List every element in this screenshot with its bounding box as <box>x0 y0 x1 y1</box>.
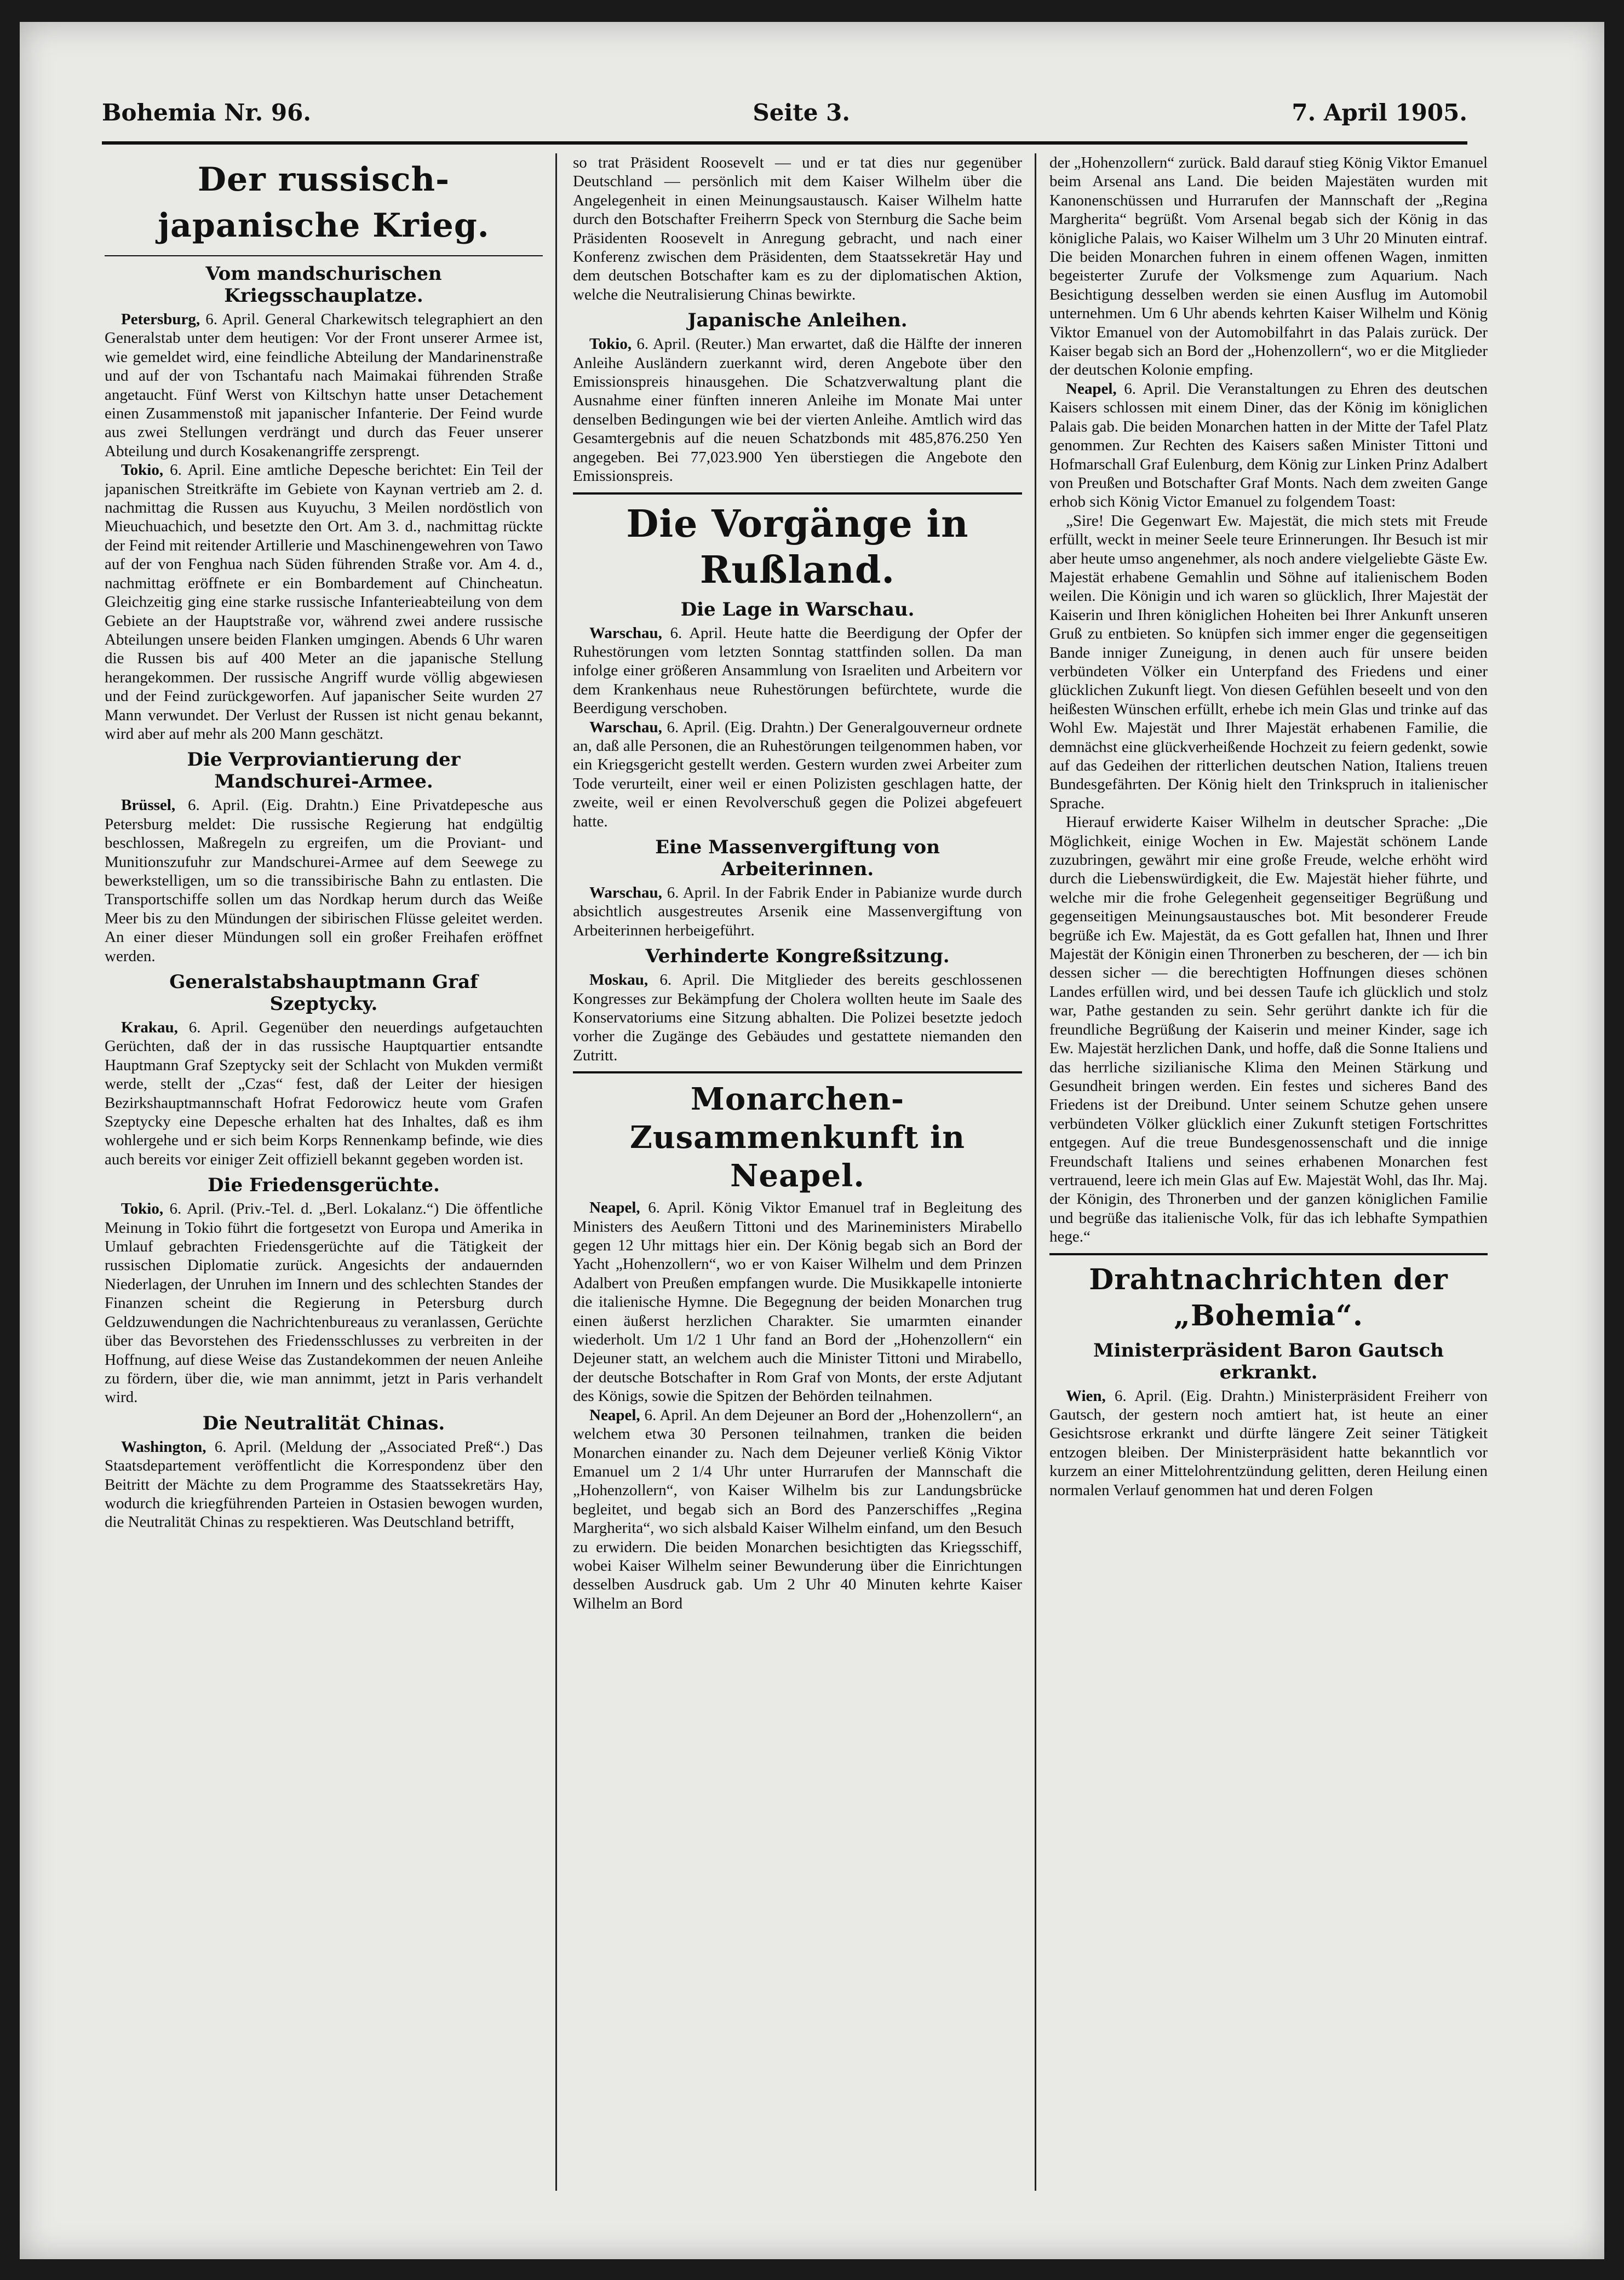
headline-war: Der russisch-japanische Krieg. <box>158 160 490 245</box>
article-paragraph: Krakau, 6. April. Gegenüber den neuerdings aufgetauchten Gerüchten, daß der in das russische Hauptquartier entsandte Hauptmann Graf Szeptycky seit der Schlacht von Mukden vermißt werde, stellt der „Czas“ fest, daß der Leiter der hiesigen Bezirkshauptmannschaft Hofrat Fedorowicz heute vom Grafen Szeptycky eine Depesche erhalten hat des Inhaltes, daß es ihm wohlergehe und er sich beim Korps Rennenkamp befinde, wie dies auch bereits vor einiger Zeit offiziell bekannt gegeben worden ist. <box>105 1019 543 1168</box>
column-divider <box>1035 153 1036 2191</box>
newspaper-page <box>20 22 1604 2259</box>
header-issue: Bohemia Nr. 96. <box>102 99 311 126</box>
header-rule <box>102 141 1467 145</box>
article-paragraph: „Sire! Die Gegenwart Ew. Majestät, die mich stets mit Freude erfüllt, weckt in meiner Seele teure Erinnerungen. Ihr Besuch ist mir aber heute umso angenehmer, als noch andere vielgeliebte Gäste Ew. Majestät erhabene Gemahlin und Söhne auf italienischem Boden weilen. Die Königin und ich waren so glücklich, Ihrer Majestät der Kaiserin und Ihren königlichen Hoheiten bei Ihrer Ankunft unseren Gruß zu entbieten. So knüpfen sich immer enger die gegenseitigen Bande inniger Zuneigung, in denen auch für unsere beiden verbündeten Völker ein Unterpfand des Friedens und einer glücklichen Zukunft liegt. Von diesen Gefühlen beseelt und von den heißesten Wünschen erfüllt, erhebe ich mein Glas und trinke auf das Wohl Ew. Majestät und Ihrer Majestät erhabenen Familie, die demnächst eine glückverheißende Hochzeit zu feiern gedenkt, sowie auf das Gedeihen der ritterlichen deutschen Nation, Italiens treuen Bundesgefährten. Der König hielt den Trinkspruch in italienischer Sprache. <box>1049 512 1488 812</box>
subheading: Generalstabshauptmann Graf Szeptycky. <box>169 971 478 1015</box>
article-paragraph: Moskau, 6. April. Die Mitglieder des bereits geschlossenen Kongresses zur Bekämpfung der Cholera wollten heute im Saale des Konservatoriums eine Sitzung abhalten. Die Polizei besetzte jedoch vorher die Zugänge des Gebäudes und gestattete niemanden den Zutritt. <box>573 971 1022 1064</box>
subheading: Die Verproviantierung der Mandschurei-Armee. <box>187 749 461 793</box>
running-header <box>102 88 1467 137</box>
header-page-number: Seite 3. <box>753 99 850 126</box>
article-paragraph: Hierauf erwiderte Kaiser Wilhelm in deutscher Sprache: „Die Möglichkeit, einige Wochen in Ew. Majestät schönem Lande zuzubringen, gewährt mir eine große Freude, welche erhöht wird durch die Liebenswürdigkeit, die Ew. Majestät hieher führte, und welche mir die frohe Gelegenheit gegenseitiger Begrüßung und gegenseitigen Meinungsaustausches bot. Mit besonderer Freude begrüße ich Ew. Majestät, da es Gott gefallen hat, Ihnen und Ihrer Majestät der Königin einen Thronerben zu bescheren, der — ich bin dessen sicher — die berechtigten Hoffnungen dieses schönen Landes erfüllen wird, und bei dessen Taufe ich glücklich und stolz war, Pathe gestanden zu sein. Sehr gerührt dankte ich für die freundliche Begrüßung der Kaiserin und meiner Kinder, sage ich Ew. Majestät herzlichen Dank, und hoffe, daß die Sonne Italiens und das herrliche sizilianische Klima den Meinen Stärkung und Gesundheit bringen werden. Ein festes und sicheres Band des Friedens ist der Dreibund. Unter seinem Schutze gehen unsere verbündeten Völker glücklich einer Zukunft stetigen Fortschrittes entgegen. Auf die treue Bundesgenossenschaft und die innige Freundschaft Italiens und seines erhabenen Monarchen fest vertrauend, leere ich mein Glas auf Ew. Majestät Wohl, das Ihr. Maj. der Königin, des Thronerben und der ganzen königlichen Familie und begrüße das italienische Volk, für das ich lebhafte Sympathien hege.“ <box>1049 813 1488 1246</box>
subheading: Vom mandschurischen Kriegsschauplatze. <box>205 263 442 307</box>
column-divider <box>555 153 557 2191</box>
subheading: Die Neutralität Chinas. <box>202 1412 445 1434</box>
divider <box>573 1071 1022 1073</box>
article-paragraph: Warschau, 6. April. (Eig. Drahtn.) Der Generalgouverneur ordnete an, daß alle Personen, die an Ruhestörungen teilgenommen haben, vor ein Kriegsgericht gestellt werden. Gestern wurden zwei Arbeiter zum Tode verurteilt, einer weil er einen Polizisten geschlagen hatte, der zweite, weil er einen Revolverschuß gegen die Polizei abgefeuert hatte. <box>573 718 1022 830</box>
article-paragraph: der „Hohenzollern“ zurück. Bald darauf stieg König Viktor Emanuel beim Arsenal ans Land. Die beiden Majestäten wurden mit Kanonenschüssen und Hurrarufen der Mannschaft der „Regina Margherita“ begrüßt. Vom Arsenal begab sich der König in das königliche Palais, wo Kaiser Wilhelm um 3 Uhr 20 Minuten eintraf. Die beiden Monarchen fuhren in einem offenen Wagen, inmitten begeisterter Zurufe der Volksmenge zum Aquarium. Nach Besichtigung desselben werden sie einen Ausflug im Automobil unternehmen. Um 6 Uhr abends kehrten Kaiser Wilhelm und König Viktor Emanuel von der Automobilfahrt in das Palais zurück. Der Kaiser begab sich an Bord der „Hohenzollern“, wo er die Mitglieder der deutschen Kolonie empfing. <box>1049 154 1488 379</box>
divider <box>105 255 543 256</box>
column-3 <box>1049 153 1488 2191</box>
column-1 <box>105 153 543 2191</box>
headline-naples: Monarchen-Zusammenkunft in Neapel. <box>630 1081 965 1194</box>
article-paragraph: Warschau, 6. April. Heute hatte die Beerdigung der Opfer der Ruhestörungen vom letzten Sonntag stattfinden sollen. Da man infolge einer größeren Ansammlung von Israeliten und Arbeitern vor dem Krankenhaus neue Ruhestörungen befürchtete, wurde die Beerdigung verschoben. <box>573 624 1022 717</box>
headline-telegrams: Drahtnachrichten der „Bohemia“. <box>1089 1262 1448 1333</box>
article-paragraph: Wien, 6. April. (Eig. Drahtn.) Ministerpräsident Freiherr von Gautsch, der gestern noch amtiert hat, ist heute an einer Gesichtsrose erkrankt und dürfte längere Zeit seiner Tätigkeit entzogen bleiben. Der Ministerpräsident hatte bekanntlich vor kurzem an einer Mittelohrentzündung gelitten, deren Heilung einen normalen Verlauf genommen hat und deren Folgen <box>1049 1387 1488 1499</box>
header-date: 7. April 1905. <box>1292 99 1467 126</box>
article-paragraph: Petersburg, 6. April. General Charkewitsch telegraphiert an den Generalstab unter dem heutigen: Vor der Front unserer Armee ist, wie gemeldet wird, eine feindliche Abteilung der Mandarinenstraße und auf der von Tschantafu nach Maimakai führenden Straße angetaucht. Fünf Werst von Kiltschyn hatte unser Detachement einen Zusammenstoß mit japanischer Infanterie. Der Feind wurde aus zwei Stellungen verdrängt und durch das Feuer unserer Abteilung und durch Kosakenangriffe zersprengt. <box>105 311 543 460</box>
article-paragraph: so trat Präsident Roosevelt — und er tat dies nur gegenüber Deutschland — persönlich mit dem Kaiser Wilhelm über die Angelegenheit in einen Meinungsaustausch. Kaiser Wilhelm hatte durch den Botschafter Freiherrn Speck von Sternburg die Sache beim Präsidenten Roosevelt in Anregung gebracht, und nach einer Konferenz zwischen dem Präsidenten, dem Staatssekretär Hay und dem deutschen Botschafter kam es zu der diplomatischen Aktion, welche die Neutralisierung Chinas bewirkte. <box>573 154 1022 303</box>
subheading: Eine Massenvergiftung von Arbeiterinnen. <box>655 836 940 880</box>
subheading: Japanische Anleihen. <box>687 309 908 332</box>
divider <box>1049 1253 1488 1255</box>
article-paragraph: Tokio, 6. April. Eine amtliche Depesche berichtet: Ein Teil der japanischen Streitkräfte im Gebiete von Kaynan vertrieb am 2. d. nachmittag die Russen aus Kuyuchu, 3 Meilen nordöstlich von Mieuchuachich, und besetzte den Ort. Am 3. d., nachmittag rückte der Feind mit reitender Artillerie und Maschinengewehren von Tawo auf der von Fenghua nach Süden führenden Straße vor. Am 4. d., nachmittag eröffnete er ein Bombardement auf Chincheatun. Gleichzeitig ging eine starke russische Infanterieabteilung von dem Gebiete an der Hauptstraße vor, während zwei andere russische Abteilungen unsere beiden Flanken umgingen. Abends 6 Uhr waren die Russen bis auf 400 Meter an die japanische Stellung herangekommen. Der russische Angriff wurde völlig abgewiesen und der Feind zurückgeworfen. Auf japanischer Seite wurden 27 Mann verwundet. Der Verlust der Russen ist nicht genau bekannt, wird aber auf mehr als 200 Mann geschätzt. <box>105 461 543 743</box>
divider <box>573 492 1022 495</box>
article-paragraph: Tokio, 6. April. (Priv.-Tel. d. „Berl. Lokalanz.“) Die öffentliche Meinung in Tokio führt die fortgesetzt von Europa und Amerika in Umlauf gebrachten Friedensgerüchte auf die Tätigkeit der russischen Diplomatie zurück. Angesichts der andauernden Niederlagen, der Unruhen im Innern und des schlechten Standes der Finanzen scheint die Regierung in Petersburg durch Geldzuwendungen die Nachrichtenbureaus zu veranlassen, Gerüchte über das Bevorstehen des Friedensschlusses zu verbreiten in der Hoffnung, auf diese Weise das Zustandekommen der neuen Anleihe zu fördern, über die, wie man annimmt, jetzt in Paris verhandelt wird. <box>105 1200 543 1406</box>
column-2 <box>573 153 1022 2191</box>
article-paragraph: Brüssel, 6. April. (Eig. Drahtn.) Eine Privatdepesche aus Petersburg meldet: Die russische Regierung hat endgültig beschlossen, Maßregeln zu ergreifen, um die Proviant- und Munitionszufuhr zur Mandschurei-Armee auf dem Seewege zu bewerkstelligen, um so die transsibirische Bahn zu entlasten. Die Transportschiffe sollen um das Nordkap herum durch das Weiße Meer bis zu den Mündungen der sibirischen Flüsse geleitet werden. An einer dieser Mündungen soll ein großer Freihafen eröffnet werden. <box>105 796 543 965</box>
article-paragraph: Warschau, 6. April. In der Fabrik Ender in Pabianize wurde durch absichtlich ausgestreutes Arsenik eine Massenvergiftung von Arbeiterinnen herbeigeführt. <box>573 883 1022 939</box>
article-paragraph: Washington, 6. April. (Meldung der „Associated Preß“.) Das Staatsdepartement veröffentlicht die Korrespondenz über den Beitritt der Mächte zu dem Programme des Staatssekretärs Hay, wodurch die kriegführenden Parteien in Ostasien bewogen wurden, die Neutralität Chinas zu respektieren. Was Deutschland betrifft, <box>105 1438 543 1531</box>
headline-russia: Die Vorgänge in Rußland. <box>626 502 969 592</box>
subheading: Verhinderte Kongreßsitzung. <box>645 945 950 968</box>
subheading: Ministerpräsident Baron Gautsch erkrankt. <box>1093 1339 1444 1383</box>
article-paragraph: Neapel, 6. April. Die Veranstaltungen zu Ehren des deutschen Kaisers schlossen mit einem Diner, das der König im königlichen Palais gab. Die beiden Monarchen hatten in der Mitte der Tafel Platz genommen. Zur Rechten des Kaisers saßen Minister Tittoni und Hofmarschall Graf Eulenburg, dem König zur Linken Prinz Adalbert von Preußen und Botschafter Graf Monts. Nach dem zweiten Gange erhob sich König Victor Emanuel zu folgendem Toast: <box>1049 380 1488 511</box>
article-paragraph: Neapel, 6. April. König Viktor Emanuel traf in Begleitung des Ministers des Aeußern Tittoni und des Marineministers Mirabello gegen 12 Uhr mittags hier ein. Der König begab sich an Bord der Yacht „Hohenzollern“, wo er von Kaiser Wilhelm und dem Prinzen Adalbert von Preußen empfangen wurde. Die Musikkapelle intonierte die italienische Hymne. Die Begegnung der beiden Monarchen trug einen äußerst herzlichen Charakter. Sie umarmten einander wiederholt. Um 1/2 1 Uhr fand an Bord der „Hohenzollern“ ein Dejeuner statt, an welchem auch die Minister Tittoni und Mirabello, der deutsche Botschafter in Rom Graf von Monts, der erste Adjutant des Königs, sowie die Spitzen der Behörden teilnahmen. <box>573 1199 1022 1405</box>
subheading: Die Friedensgerüchte. <box>208 1174 440 1197</box>
article-paragraph: Tokio, 6. April. (Reuter.) Man erwartet, daß die Hälfte der inneren Anleihe Ausländern zuerkannt wird, deren Angebote über den Emissionspreis hinausgehen. Die Schatzverwaltung plant die Ausnahme einer fünften inneren Anleihe im Monate Mai unter denselben Bedingungen wie bei der vierten Anleihe. Amtlich wird das Gesamtergebnis auf die neuen Schatzbonds mit 485,876.250 Yen angegeben. Bei 77,023.900 Yen überstiegen die Angebote den Emissionspreis. <box>573 335 1022 485</box>
subheading: Die Lage in Warschau. <box>680 598 915 621</box>
article-paragraph: Neapel, 6. April. An dem Dejeuner an Bord der „Hohenzollern“, an welchem etwa 30 Personen teilnahmen, tranken die beiden Monarchen einander zu. Nach dem Dejeuner verließ König Viktor Emanuel um 2 1/4 Uhr unter Hurrarufen der Mannschaft die „Hohenzollern“, von Kaiser Wilhelm bis zur Landungsbrücke begleitet, und begab sich an Bord des Panzerschiffes „Regina Margherita“, wo sich alsbald Kaiser Wilhelm einfand, um den Besuch zu erwidern. Die beiden Monarchen besichtigten das Kriegsschiff, wobei Kaiser Wilhelm seiner Bewunderung über die Einrichtungen desselben Ausdruck gab. Um 2 Uhr 40 Minuten kehrte Kaiser Wilhelm an Bord <box>573 1406 1022 1612</box>
